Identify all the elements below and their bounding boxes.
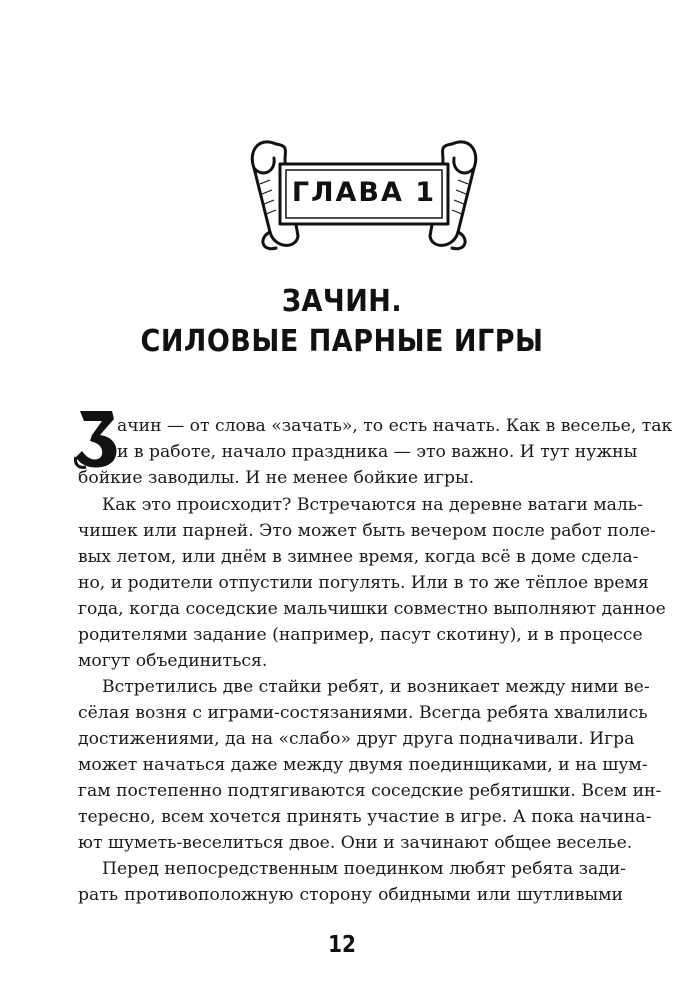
text-line: года, когда соседские мальчишки совместно выполняют данное xyxy=(78,599,666,619)
text-line: Перед непосредственным поединком любят ребята зади- xyxy=(102,859,627,879)
text-line: чишек или парней. Это может быть вечером после работ поле- xyxy=(78,521,656,541)
text-line: но, и родители отпустили погулять. Или в то же тёплое время xyxy=(78,573,649,593)
text-line: тересно, всем хочется принять участие в игре. А пока начина- xyxy=(78,807,652,827)
chapter-title-line-2: СИЛОВЫЕ ПАРНЫЕ ИГРЫ xyxy=(140,324,544,359)
text-line: родителями задание (например, пасут скотину), и в процессе xyxy=(78,625,643,645)
drop-cap-letter xyxy=(74,407,118,469)
text-line: может начаться даже между двумя поединщиками, и на шум- xyxy=(78,755,648,775)
chapter-title-line-1: ЗАЧИН. xyxy=(281,284,403,319)
text-line: Как это происходит? Встречаются на деревне ватаги маль- xyxy=(102,495,643,515)
text-line: сёлая возня с играми-состязаниями. Всегда ребята хвалились xyxy=(78,703,648,723)
page-number: 12 xyxy=(328,930,356,958)
text-line: достижениями, да на «слабо» друг друга подначивали. Игра xyxy=(78,729,635,749)
text-line: рать противоположную сторону обидными или шутливыми xyxy=(78,885,623,905)
text-line: могут объединиться. xyxy=(78,651,268,671)
text-line: бойкие заводилы. И не менее бойкие игры. xyxy=(78,468,475,488)
text-line: гам постепенно подтягиваются соседские ребятишки. Всем ин- xyxy=(78,781,662,801)
text-line: вых летом, или днём в зимнее время, когда всё в доме сдела- xyxy=(78,547,639,567)
text-line: ют шуметь-веселиться двое. Они и зачинают общее веселье. xyxy=(78,833,633,853)
text-line: ачин — от слова «зачать», то есть начать. Как в веселье, так xyxy=(117,416,673,436)
text-line: и в работе, начало праздника — это важно. И тут нужны xyxy=(117,442,638,462)
text-line: Встретились две стайки ребят, и возникает между ними ве- xyxy=(102,677,650,697)
chapter-banner xyxy=(236,128,492,260)
chapter-label: ГЛАВА 1 xyxy=(291,176,437,208)
